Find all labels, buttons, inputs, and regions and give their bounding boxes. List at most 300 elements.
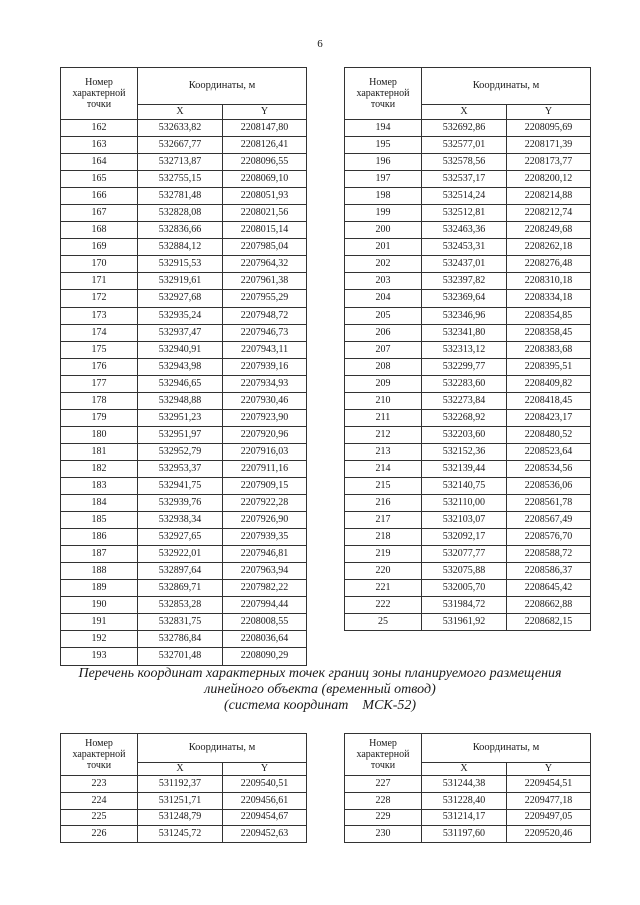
y-cell: 2209452,63 [223,826,307,843]
point-number-cell: 204 [345,290,422,307]
y-cell: 2208036,64 [223,631,307,648]
x-cell: 532092,17 [422,529,507,546]
point-number-cell: 168 [61,222,138,239]
point-number-cell: 191 [61,614,138,631]
y-cell: 2207948,72 [223,307,307,324]
y-cell: 2208096,55 [223,154,307,171]
heading-line-1: Перечень координат характерных точек границ зоны планируемого размещения [78,666,562,681]
y-cell: 2208418,45 [507,392,591,409]
table-row [61,529,307,546]
y-cell: 2207920,96 [223,426,307,443]
table-row [345,580,591,597]
point-number-cell: 177 [61,375,138,392]
y-cell: 2208645,42 [507,580,591,597]
table-row [61,792,307,809]
point-number-cell: 229 [345,809,422,826]
y-cell: 2207923,90 [223,409,307,426]
y-cell: 2208358,45 [507,324,591,341]
table-row [61,205,307,222]
y-cell: 2208536,06 [507,477,591,494]
y-cell: 2208051,93 [223,188,307,205]
x-cell: 532946,65 [138,375,223,392]
x-cell: 532692,86 [422,120,507,137]
y-cell: 2207926,90 [223,512,307,529]
point-number-cell: 188 [61,563,138,580]
y-cell: 2208008,55 [223,614,307,631]
table-row [345,222,591,239]
point-number-cell: 184 [61,495,138,512]
x-cell: 532948,88 [138,392,223,409]
x-cell: 532578,56 [422,154,507,171]
y-cell: 2207922,28 [223,495,307,512]
point-number-cell: 225 [61,809,138,826]
table-row [61,222,307,239]
table-row [61,597,307,614]
point-number-cell: 164 [61,154,138,171]
x-cell: 532922,01 [138,546,223,563]
x-cell: 532346,96 [422,307,507,324]
table-row [61,188,307,205]
coordinates-header: Координаты, м [422,734,591,763]
x-cell: 532514,24 [422,188,507,205]
y-cell: 2208090,29 [223,648,307,665]
x-cell: 531245,72 [138,826,223,843]
x-cell: 531961,92 [422,614,507,631]
x-cell: 531984,72 [422,597,507,614]
table-row [345,597,591,614]
point-number-cell: 195 [345,137,422,154]
page-number: 6 [317,38,323,50]
y-cell: 2207939,35 [223,529,307,546]
point-number-cell: 163 [61,137,138,154]
y-cell: 2208586,37 [507,563,591,580]
table-row [345,154,591,171]
y-cell: 2208567,49 [507,512,591,529]
table-row [345,614,591,631]
table-row [345,776,591,793]
x-cell: 532701,48 [138,648,223,665]
table-row [61,392,307,409]
table-row [345,188,591,205]
table-row [61,614,307,631]
x-cell: 532273,84 [422,392,507,409]
point-number-cell: 215 [345,477,422,494]
x-cell: 532268,92 [422,409,507,426]
point-number-cell: 198 [345,188,422,205]
point-number-cell: 175 [61,341,138,358]
y-cell: 2208523,64 [507,443,591,460]
y-cell: 2208310,18 [507,273,591,290]
table-row [345,273,591,290]
point-number-cell: 211 [345,409,422,426]
y-cell: 2208249,68 [507,222,591,239]
y-cell: 2208480,52 [507,426,591,443]
y-cell: 2207985,04 [223,239,307,256]
y-cell: 2208423,17 [507,409,591,426]
point-number-cell: 222 [345,597,422,614]
point-number-cell: 176 [61,358,138,375]
heading-line-2: линейного объекта (временный отвод) [204,682,436,697]
point-number-cell: 179 [61,409,138,426]
x-cell: 532953,37 [138,460,223,477]
table-row [345,341,591,358]
point-number-cell: 219 [345,546,422,563]
point-number-cell: 183 [61,477,138,494]
x-cell: 531251,71 [138,792,223,809]
x-cell: 532341,80 [422,324,507,341]
point-number-cell: 220 [345,563,422,580]
y-cell: 2208126,41 [223,137,307,154]
y-cell: 2208171,39 [507,137,591,154]
point-number-cell: 166 [61,188,138,205]
x-cell: 532939,76 [138,495,223,512]
x-cell: 532437,01 [422,256,507,273]
point-number-cell: 201 [345,239,422,256]
point-number-cell: 180 [61,426,138,443]
table-row [61,358,307,375]
point-number-cell: 170 [61,256,138,273]
y-cell: 2208276,48 [507,256,591,273]
y-cell: 2207963,94 [223,563,307,580]
y-header: Y [223,105,307,120]
x-cell: 532755,15 [138,171,223,188]
y-cell: 2209454,67 [223,809,307,826]
point-number-cell: 25 [345,614,422,631]
y-cell: 2207955,29 [223,290,307,307]
x-cell: 532786,84 [138,631,223,648]
x-header: X [422,105,507,120]
table-row [345,529,591,546]
x-cell: 532836,66 [138,222,223,239]
table-row [61,290,307,307]
x-cell: 532951,97 [138,426,223,443]
y-cell: 2207961,38 [223,273,307,290]
y-cell: 2209497,05 [507,809,591,826]
y-cell: 2207982,22 [223,580,307,597]
y-cell: 2208147,80 [223,120,307,137]
x-cell: 532110,00 [422,495,507,512]
point-number-cell: 173 [61,307,138,324]
x-cell: 531244,38 [422,776,507,793]
table-row [345,392,591,409]
y-cell: 2208354,85 [507,307,591,324]
y-cell: 2208588,72 [507,546,591,563]
x-cell: 532667,77 [138,137,223,154]
x-cell: 532884,12 [138,239,223,256]
x-cell: 532313,12 [422,341,507,358]
point-number-header: Номер характерной точки [345,734,422,776]
table-row [61,631,307,648]
table-row [345,409,591,426]
point-number-cell: 227 [345,776,422,793]
point-number-cell: 212 [345,426,422,443]
x-cell: 532828,08 [138,205,223,222]
x-cell: 532938,34 [138,512,223,529]
x-cell: 531248,79 [138,809,223,826]
x-cell: 532577,01 [422,137,507,154]
coordinates-table-2 [344,67,591,631]
coordinates-table-3 [60,733,307,843]
point-number-cell: 217 [345,512,422,529]
x-cell: 532781,48 [138,188,223,205]
x-cell: 532397,82 [422,273,507,290]
y-cell: 2209540,51 [223,776,307,793]
x-cell: 532283,60 [422,375,507,392]
point-number-cell: 194 [345,120,422,137]
x-cell: 532369,64 [422,290,507,307]
point-number-cell: 205 [345,307,422,324]
point-number-cell: 221 [345,580,422,597]
table-row [345,256,591,273]
point-number-header: Номер характерной точки [345,68,422,120]
x-cell: 532075,88 [422,563,507,580]
x-cell: 531192,37 [138,776,223,793]
table-row [345,307,591,324]
y-cell: 2208576,70 [507,529,591,546]
x-cell: 532952,79 [138,443,223,460]
y-cell: 2209454,51 [507,776,591,793]
point-number-cell: 216 [345,495,422,512]
table-row [61,495,307,512]
x-cell: 532152,36 [422,443,507,460]
x-cell: 532463,36 [422,222,507,239]
y-cell: 2208095,69 [507,120,591,137]
point-number-cell: 185 [61,512,138,529]
table-row [345,137,591,154]
table-row [61,409,307,426]
point-number-header: Номер характерной точки [61,734,138,776]
point-number-cell: 224 [61,792,138,809]
y-cell: 2208395,51 [507,358,591,375]
table-row [61,776,307,793]
table-row [61,239,307,256]
y-cell: 2208200,12 [507,171,591,188]
table-row [345,495,591,512]
table-row [61,826,307,843]
point-number-cell: 230 [345,826,422,843]
table-row [61,563,307,580]
table-row [61,307,307,324]
y-cell: 2208015,14 [223,222,307,239]
table-row [345,324,591,341]
table-row [61,171,307,188]
table-row [345,120,591,137]
x-cell: 532139,44 [422,460,507,477]
y-header: Y [223,763,307,776]
y-cell: 2208682,15 [507,614,591,631]
x-cell: 532203,60 [422,426,507,443]
point-number-cell: 214 [345,460,422,477]
y-cell: 2207916,03 [223,443,307,460]
coordinates-table-4 [344,733,591,843]
table-row [345,443,591,460]
x-cell: 532077,77 [422,546,507,563]
x-cell: 532943,98 [138,358,223,375]
x-cell: 532927,68 [138,290,223,307]
table-row [345,239,591,256]
y-cell: 2208021,56 [223,205,307,222]
y-cell: 2207909,15 [223,477,307,494]
y-header: Y [507,763,591,776]
x-cell: 532005,70 [422,580,507,597]
point-number-cell: 186 [61,529,138,546]
point-number-cell: 193 [61,648,138,665]
point-number-cell: 209 [345,375,422,392]
table-row [61,512,307,529]
point-number-cell: 189 [61,580,138,597]
table-row [345,171,591,188]
table-row [345,512,591,529]
point-number-cell: 190 [61,597,138,614]
x-header: X [422,763,507,776]
table-row [345,792,591,809]
table-row [61,460,307,477]
x-header: X [138,763,223,776]
point-number-header: Номер характерной точки [61,68,138,120]
table-row [345,290,591,307]
table-row [61,120,307,137]
table-row [345,809,591,826]
x-cell: 532951,23 [138,409,223,426]
y-cell: 2207994,44 [223,597,307,614]
point-number-cell: 208 [345,358,422,375]
table-row [345,563,591,580]
y-cell: 2208534,56 [507,460,591,477]
table-row [61,580,307,597]
point-number-cell: 206 [345,324,422,341]
y-cell: 2208334,18 [507,290,591,307]
point-number-cell: 202 [345,256,422,273]
table-row [345,477,591,494]
point-number-cell: 187 [61,546,138,563]
point-number-cell: 197 [345,171,422,188]
point-number-cell: 207 [345,341,422,358]
table-row [61,256,307,273]
y-cell: 2208409,82 [507,375,591,392]
point-number-cell: 182 [61,460,138,477]
point-number-cell: 167 [61,205,138,222]
coordinates-header: Координаты, м [138,734,307,763]
x-cell: 531228,40 [422,792,507,809]
x-cell: 532940,91 [138,341,223,358]
table-row [61,137,307,154]
coordinates-header: Координаты, м [138,68,307,105]
table-row [345,375,591,392]
y-cell: 2207946,81 [223,546,307,563]
point-number-cell: 213 [345,443,422,460]
x-cell: 532140,75 [422,477,507,494]
point-number-cell: 174 [61,324,138,341]
table-row [61,341,307,358]
x-cell: 532453,31 [422,239,507,256]
x-cell: 532512,81 [422,205,507,222]
y-cell: 2207964,32 [223,256,307,273]
x-header: X [138,105,223,120]
point-number-cell: 171 [61,273,138,290]
point-number-cell: 228 [345,792,422,809]
x-cell: 532927,65 [138,529,223,546]
x-cell: 532299,77 [422,358,507,375]
x-cell: 532853,28 [138,597,223,614]
coordinates-header: Координаты, м [422,68,591,105]
point-number-cell: 223 [61,776,138,793]
table-row [345,546,591,563]
table-row [345,460,591,477]
point-number-cell: 196 [345,154,422,171]
y-cell: 2207939,16 [223,358,307,375]
table-row [61,443,307,460]
y-cell: 2209477,18 [507,792,591,809]
heading-line-3: (система координат МСК-52) [223,698,417,713]
point-number-cell: 169 [61,239,138,256]
y-cell: 2208214,88 [507,188,591,205]
table-row [345,826,591,843]
table-row [345,426,591,443]
x-cell: 532713,87 [138,154,223,171]
y-header: Y [507,105,591,120]
table-row [61,273,307,290]
table-row [61,324,307,341]
x-cell: 532915,53 [138,256,223,273]
y-cell: 2208262,18 [507,239,591,256]
point-number-cell: 226 [61,826,138,843]
point-number-cell: 210 [345,392,422,409]
table-row [61,375,307,392]
point-number-cell: 200 [345,222,422,239]
point-number-cell: 172 [61,290,138,307]
x-cell: 531197,60 [422,826,507,843]
point-number-cell: 162 [61,120,138,137]
point-number-cell: 178 [61,392,138,409]
point-number-cell: 203 [345,273,422,290]
x-cell: 532633,82 [138,120,223,137]
table-row [345,205,591,222]
table-row [61,477,307,494]
x-cell: 532537,17 [422,171,507,188]
y-cell: 2208173,77 [507,154,591,171]
point-number-cell: 199 [345,205,422,222]
table-row [61,154,307,171]
y-cell: 2207934,93 [223,375,307,392]
table-row [61,648,307,665]
coordinates-table-1 [60,67,307,666]
x-cell: 532831,75 [138,614,223,631]
x-cell: 532941,75 [138,477,223,494]
y-cell: 2209456,61 [223,792,307,809]
table-row [61,809,307,826]
y-cell: 2208662,88 [507,597,591,614]
y-cell: 2207946,73 [223,324,307,341]
point-number-cell: 218 [345,529,422,546]
x-cell: 532897,64 [138,563,223,580]
y-cell: 2208212,74 [507,205,591,222]
x-cell: 532919,61 [138,273,223,290]
y-cell: 2208561,78 [507,495,591,512]
point-number-cell: 181 [61,443,138,460]
table-row [61,546,307,563]
table-row [61,426,307,443]
x-cell: 532103,07 [422,512,507,529]
y-cell: 2207930,46 [223,392,307,409]
point-number-cell: 165 [61,171,138,188]
section-heading [0,666,640,714]
table-row [345,358,591,375]
y-cell: 2207943,11 [223,341,307,358]
x-cell: 531214,17 [422,809,507,826]
y-cell: 2208069,10 [223,171,307,188]
point-number-cell: 192 [61,631,138,648]
x-cell: 532937,47 [138,324,223,341]
